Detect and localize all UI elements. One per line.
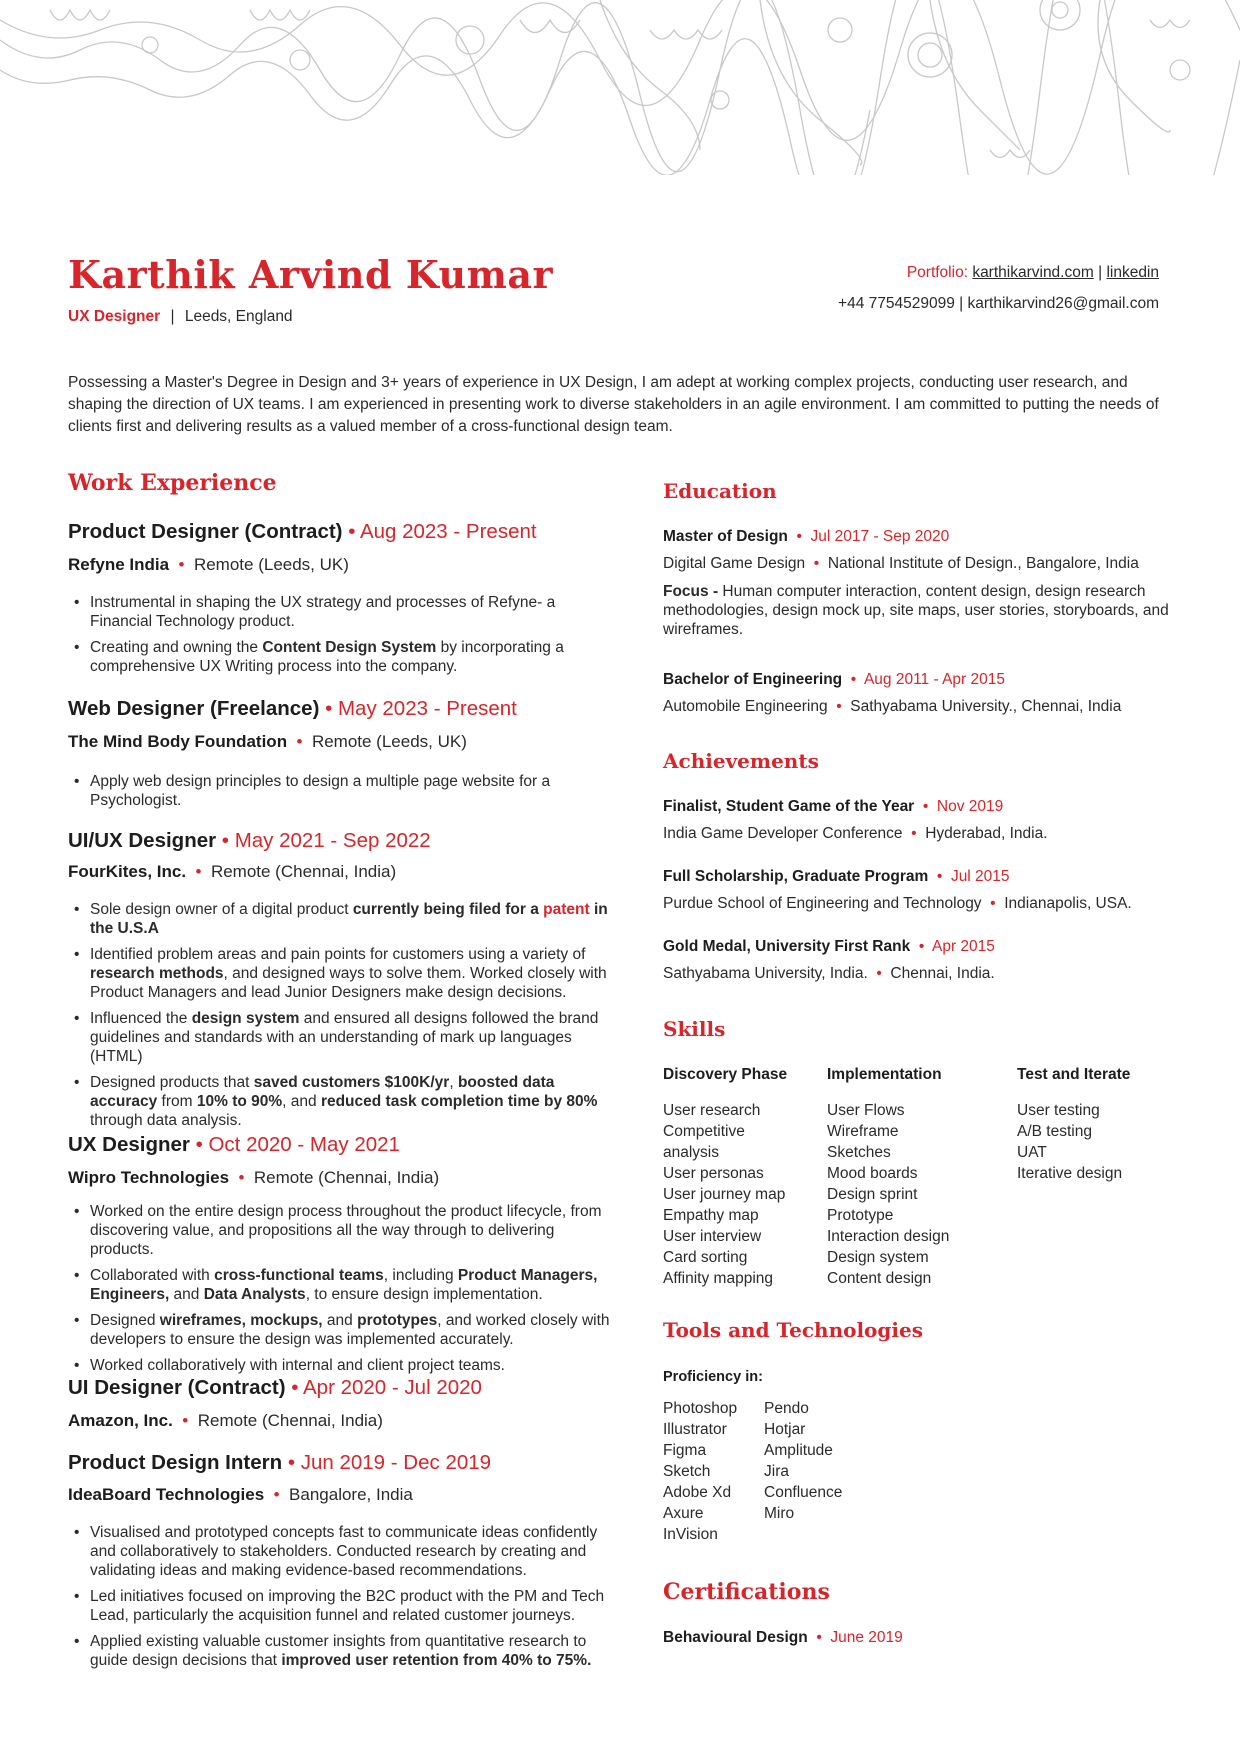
list-item: Photoshop bbox=[663, 1400, 738, 1417]
tools-list bbox=[663, 1398, 737, 1545]
list-item: User interview bbox=[663, 1228, 762, 1245]
job-location: Remote (Leeds, UK) bbox=[311, 732, 467, 751]
skills-list-test bbox=[1017, 1100, 1122, 1184]
role: UX Designer bbox=[68, 308, 161, 325]
skills-column-title: Discovery Phase bbox=[663, 1066, 788, 1083]
list-item: Axure bbox=[663, 1505, 704, 1522]
job-bullets bbox=[70, 1202, 620, 1382]
portfolio-line: Portfolio: karthikarvind.com | linkedin bbox=[906, 264, 1159, 281]
education-degree: Bachelor of Engineering • Aug 2011 - Apr 2015 bbox=[663, 671, 1005, 688]
job-bullet: • Applied existing valuable customer insights from quantitative research to guide design decisions that improved user retention from 40% to 75%. bbox=[70, 1632, 620, 1670]
job-dates: Apr 2020 - Jul 2020 bbox=[303, 1376, 482, 1399]
list-item: Illustrator bbox=[663, 1421, 727, 1438]
company-name: The Mind Body Foundation bbox=[68, 732, 288, 751]
list-item: A/B testing bbox=[1017, 1123, 1092, 1140]
job-location: Remote (Chennai, India) bbox=[210, 862, 397, 881]
header-doodle-art bbox=[0, 0, 1240, 175]
list-item: Amplitude bbox=[764, 1442, 833, 1459]
job-bullet: • Worked on the entire design process throughout the product lifecycle, from discovering value, and propositions all the way through to delivering products. bbox=[70, 1202, 620, 1259]
job-bullet: • Sole design owner of a digital product currently being filed for a patent in the U.S.A bbox=[70, 900, 620, 938]
list-item: Prototype bbox=[827, 1207, 894, 1224]
skills-list-discovery bbox=[663, 1100, 785, 1289]
achievement-title: Finalist, Student Game of the Year • Nov 2019 bbox=[663, 798, 1004, 815]
company-name: IdeaBoard Technologies bbox=[68, 1485, 265, 1504]
list-item: Confluence bbox=[764, 1484, 843, 1501]
list-item: Competitive bbox=[663, 1123, 745, 1140]
job-bullet: • Worked collaboratively with internal and client project teams. bbox=[70, 1356, 620, 1375]
job-bullet: • Visualised and prototyped concepts fast to communicate ideas confidently and collaboratively to stakeholders. Conducted research by creating and validating ideas and making evidence-based recommendations. bbox=[70, 1523, 620, 1580]
job-company: The Mind Body Foundation • Remote (Leeds, UK) bbox=[68, 732, 467, 751]
job-title-text: UI Designer (Contract) bbox=[68, 1376, 286, 1399]
achievements-heading: Achievements bbox=[663, 749, 819, 773]
job-location: Remote (Leeds, UK) bbox=[193, 555, 349, 574]
job-company: FourKites, Inc. • Remote (Chennai, India) bbox=[68, 862, 397, 881]
job-location: Remote (Chennai, India) bbox=[197, 1411, 383, 1430]
list-item: analysis bbox=[663, 1144, 719, 1161]
tools-heading: Tools and Technologies bbox=[663, 1318, 923, 1342]
list-item: User research bbox=[663, 1102, 761, 1119]
list-item: Hotjar bbox=[764, 1421, 806, 1438]
job-title: UX Designer • Oct 2020 - May 2021 bbox=[68, 1133, 400, 1156]
job-company: Amazon, Inc. • Remote (Chennai, India) bbox=[68, 1411, 383, 1430]
list-item: Affinity mapping bbox=[663, 1270, 773, 1287]
proficiency-label: Proficiency in: bbox=[663, 1369, 763, 1385]
achievement-title: Full Scholarship, Graduate Program • Jul 2015 bbox=[663, 868, 1010, 885]
job-dates: May 2021 - Sep 2022 bbox=[234, 829, 431, 852]
subtitle bbox=[68, 308, 293, 326]
list-item: Adobe Xd bbox=[663, 1484, 732, 1501]
job-title: Web Designer (Freelance) • May 2023 - Present bbox=[68, 697, 517, 720]
company-name: Amazon, Inc. bbox=[68, 1411, 173, 1430]
achievement-title: Gold Medal, University First Rank • Apr 2015 bbox=[663, 938, 995, 955]
list-item: Design system bbox=[827, 1249, 929, 1266]
email: karthikarvind26@gmail.com bbox=[967, 295, 1159, 312]
certifications-heading: Certifications bbox=[663, 1579, 830, 1605]
achievement-org: India Game Developer Conference • Hyderabad, India. bbox=[663, 825, 1048, 842]
job-dates: Aug 2023 - Present bbox=[359, 520, 537, 543]
contact-line: +44 7754529099 | karthikarvind26@gmail.com bbox=[838, 295, 1159, 312]
job-location: Bangalore, India bbox=[289, 1485, 413, 1504]
list-item: Design sprint bbox=[827, 1186, 918, 1203]
list-item: Pendo bbox=[764, 1400, 809, 1417]
job-bullets bbox=[70, 900, 620, 1137]
education-degree: Master of Design • Jul 2017 - Sep 2020 bbox=[663, 528, 950, 545]
achievement-org: Sathyabama University, India. • Chennai, India. bbox=[663, 965, 995, 982]
achievement-org: Purdue School of Engineering and Technology • Indianapolis, USA. bbox=[663, 895, 1132, 912]
skills-column-title: Implementation bbox=[827, 1066, 942, 1083]
job-bullet: • Collaborated with cross-functional teams, including Product Managers, Engineers, and Data Analysts, to ensure design implementation. bbox=[70, 1266, 620, 1304]
list-item: UAT bbox=[1017, 1144, 1047, 1161]
skills-heading: Skills bbox=[663, 1017, 726, 1041]
job-bullets bbox=[70, 772, 620, 817]
linkedin-link[interactable]: linkedin bbox=[1106, 264, 1159, 281]
skills-list-implementation bbox=[827, 1100, 949, 1289]
job-bullet: • Led initiatives focused on improving the B2C product with the PM and Tech Lead, particularly the acquisition funnel and related customer journeys. bbox=[70, 1587, 620, 1625]
list-item: Figma bbox=[663, 1442, 707, 1459]
list-item: Miro bbox=[764, 1505, 795, 1522]
education-institution: Digital Game Design • National Institute of Design., Bangalore, India bbox=[663, 555, 1139, 572]
list-item: Jira bbox=[764, 1463, 789, 1480]
summary: Possessing a Master's Degree in Design and 3+ years of experience in UX Design, I am adept at working complex projects, conducting user research, and shaping the direction of UX teams. I am experienced in presenting work to diverse stakeholders in an agile environment. I am committed to putting the needs of clients first and delivering results as a valued member of a cross-functional design team. bbox=[68, 374, 1159, 435]
location: Leeds, England bbox=[184, 308, 293, 325]
job-title-text: Web Designer (Freelance) bbox=[68, 697, 320, 720]
resume-name: Karthik Arvind Kumar bbox=[68, 252, 553, 297]
job-bullets bbox=[70, 593, 620, 683]
education-heading: Education bbox=[663, 479, 777, 503]
job-bullet: • Creating and owning the Content Design System by incorporating a comprehensive UX Writing process into the company. bbox=[70, 638, 620, 676]
list-item: User personas bbox=[663, 1165, 764, 1182]
job-title: Product Designer (Contract) • Aug 2023 - Present bbox=[68, 520, 537, 543]
job-title-text: UX Designer bbox=[68, 1133, 190, 1156]
company-name: FourKites, Inc. bbox=[68, 862, 187, 881]
education-institution: Automobile Engineering • Sathyabama University., Chennai, India bbox=[663, 698, 1122, 715]
work-experience-heading: Work Experience bbox=[68, 470, 277, 496]
list-item: User Flows bbox=[827, 1102, 905, 1119]
job-location: Remote (Chennai, India) bbox=[253, 1168, 440, 1187]
list-item: Sketches bbox=[827, 1144, 891, 1161]
tools-list bbox=[764, 1398, 842, 1524]
list-item: Card sorting bbox=[663, 1249, 748, 1266]
job-title-text: Product Designer (Contract) bbox=[68, 520, 343, 543]
job-title-text: UI/UX Designer bbox=[68, 829, 217, 852]
company-name: Refyne India bbox=[68, 555, 170, 574]
job-title: UI Designer (Contract) • Apr 2020 - Jul 2020 bbox=[68, 1376, 482, 1399]
separator: | bbox=[170, 308, 175, 325]
list-item: Wireframe bbox=[827, 1123, 899, 1140]
job-bullets bbox=[70, 1523, 620, 1677]
company-name: Wipro Technologies bbox=[68, 1168, 230, 1187]
skills-column-title: Test and Iterate bbox=[1017, 1066, 1131, 1083]
job-dates: Oct 2020 - May 2021 bbox=[208, 1133, 400, 1156]
list-item: Sketch bbox=[663, 1463, 711, 1480]
portfolio-link[interactable]: karthikarvind.com bbox=[972, 264, 1094, 281]
job-company: Wipro Technologies • Remote (Chennai, India) bbox=[68, 1168, 440, 1187]
job-title: Product Design Intern • Jun 2019 - Dec 2019 bbox=[68, 1451, 492, 1474]
portfolio-label: Portfolio: bbox=[906, 264, 968, 281]
job-bullet: • Designed products that saved customers $100K/yr, boosted data accuracy from 10% to 90%, and reduced task completion time by 80% through data analysis. bbox=[70, 1073, 620, 1130]
job-title: UI/UX Designer • May 2021 - Sep 2022 bbox=[68, 829, 431, 852]
list-item: InVision bbox=[663, 1526, 718, 1543]
job-bullet: • Influenced the design system and ensured all designs followed the brand guidelines and standards with an understanding of mark up languages (HTML) bbox=[70, 1009, 620, 1066]
job-dates: Jun 2019 - Dec 2019 bbox=[300, 1451, 492, 1474]
list-item: Mood boards bbox=[827, 1165, 918, 1182]
education-focus: Focus - Human computer interaction, content design, design research methodologies, design mock up, site maps, user stories, storyboards, and wireframes. bbox=[663, 583, 1169, 638]
list-item: Content design bbox=[827, 1270, 932, 1287]
job-title-text: Product Design Intern bbox=[68, 1451, 283, 1474]
job-bullet: • Instrumental in shaping the UX strategy and processes of Refyne- a Financial Technology product. bbox=[70, 593, 620, 631]
job-dates: May 2023 - Present bbox=[337, 697, 517, 720]
job-bullet: • Apply web design principles to design a multiple page website for a Psychologist. bbox=[70, 772, 620, 810]
job-bullet: • Designed wireframes, mockups, and prototypes, and worked closely with developers to ensure the design was implemented accurately. bbox=[70, 1311, 620, 1349]
phone: +44 7754529099 bbox=[838, 295, 955, 312]
list-item: Interaction design bbox=[827, 1228, 950, 1245]
list-item: User testing bbox=[1017, 1102, 1100, 1119]
list-item: User journey map bbox=[663, 1186, 786, 1203]
job-bullet: • Identified problem areas and pain points for customers using a variety of research methods, and designed ways to solve them. Worked closely with Product Managers and lead Junior Designers make design decisions. bbox=[70, 945, 620, 1002]
list-item: Iterative design bbox=[1017, 1165, 1123, 1182]
certification-item: Behavioural Design • June 2019 bbox=[663, 1629, 903, 1646]
job-company: Refyne India • Remote (Leeds, UK) bbox=[68, 555, 349, 574]
list-item: Empathy map bbox=[663, 1207, 759, 1224]
job-company: IdeaBoard Technologies • Bangalore, India bbox=[68, 1485, 413, 1504]
